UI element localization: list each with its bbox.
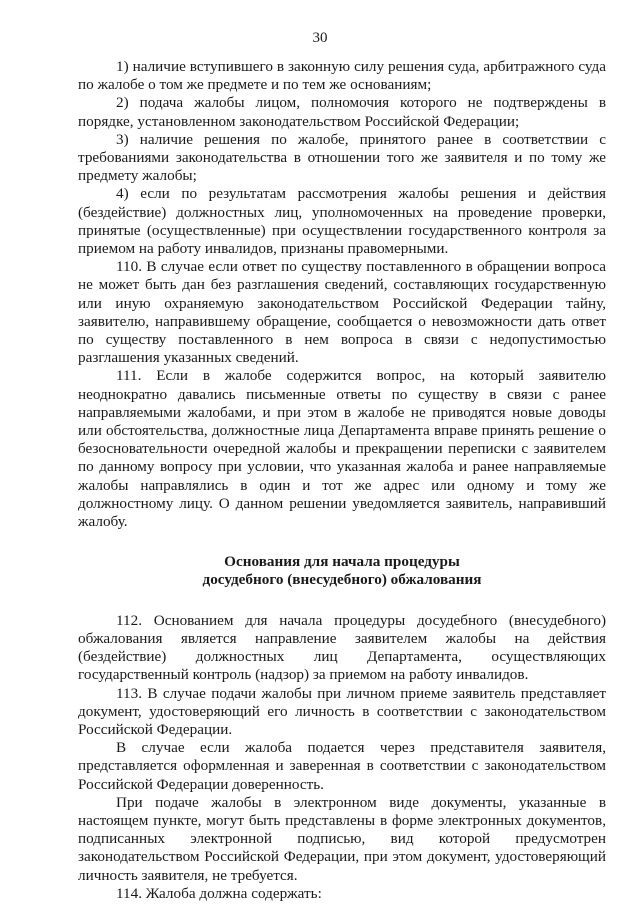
page-number: 30 xyxy=(312,30,328,46)
paragraph-112: 112. Основанием для начала процедуры досудебного (внесудебного) обжалования является направление заявителем жалобы на действия (бездействие) должностных лиц Департамента, осуществляющих государственный контроль (надзор) за приемом на работу инвалидов. xyxy=(78,611,606,684)
section-heading xyxy=(78,553,606,589)
paragraph-114: 114. Жалоба должна содержать: xyxy=(116,884,322,902)
section-heading-line-2: досудебного (внесудебного) обжалования xyxy=(202,571,482,589)
paragraph-representative: В случае если жалоба подается через представителя заявителя, представляется оформленная и заверенная в соответствии с законодательством Российской Федерации доверенность. xyxy=(78,739,606,793)
section-heading-line-1: Основания для начала процедуры xyxy=(224,553,460,571)
paragraph-item-2: 2) подача жалобы лицом, полномочия которого не подтверждены в порядке, установленном законодательством Российской Федерации; xyxy=(78,94,606,130)
paragraph-111: 111. Если в жалобе содержится вопрос, на который заявителю неоднократно давались письменные ответы по существу в связи с ранее направляемыми жалобами, и при этом в жалобе не приводятся новые доводы или обстоятельства, должностные лица Департамента вправе принять решение о безосновательности очередной жалобы и прекращении переписки с заявителем по данному вопросу при условии, что указанная жалоба и ранее направляемые жалобы направлялись в один и тот же адрес или одному и тому же должностному лицу. О данном решении уведомляется заявитель, направивший жалобу. xyxy=(78,367,606,531)
paragraph-electronic: При подаче жалобы в электронном виде документы, указанные в настоящем пункте, могут быть представлены в форме электронных документов, подписанных электронной подписью, вид которой предусмотрен законодательством Российской Федерации, при этом документ, удостоверяющий личность заявителя, не требуется. xyxy=(78,793,606,884)
paragraph-item-4: 4) если по результатам рассмотрения жалобы решения и действия (бездействие) должностных лиц, уполномоченных на проведение проверки, принятые (осуществленные) при осуществлении государственного контроля за приемом на работу инвалидов, признаны правомерными. xyxy=(78,185,606,258)
paragraph-item-1: 1) наличие вступившего в законную силу решения суда, арбитражного суда по жалобе о том же предмете и по тем же основаниям; xyxy=(78,58,606,94)
paragraph-113: 113. В случае подачи жалобы при личном приеме заявитель представляет документ, удостоверяющий его личность в соответствии с законодательством Российской Федерации. xyxy=(78,684,606,738)
document-body xyxy=(78,58,606,903)
paragraph-110: 110. В случае если ответ по существу поставленного в обращении вопроса не может быть дан без разглашения сведений, составляющих государственную или иную охраняемую законодательством Российской Федерации тайну, заявителю, направившему обращение, сообщается о невозможности дать ответ по существу поставленного в нем вопроса в связи с недопустимостью разглашения указанных сведений. xyxy=(78,258,606,367)
paragraph-item-3: 3) наличие решения по жалобе, принятого ранее в соответствии с требованиями законодательства в отношении того же заявителя и по тому же предмету жалобы; xyxy=(78,130,606,185)
